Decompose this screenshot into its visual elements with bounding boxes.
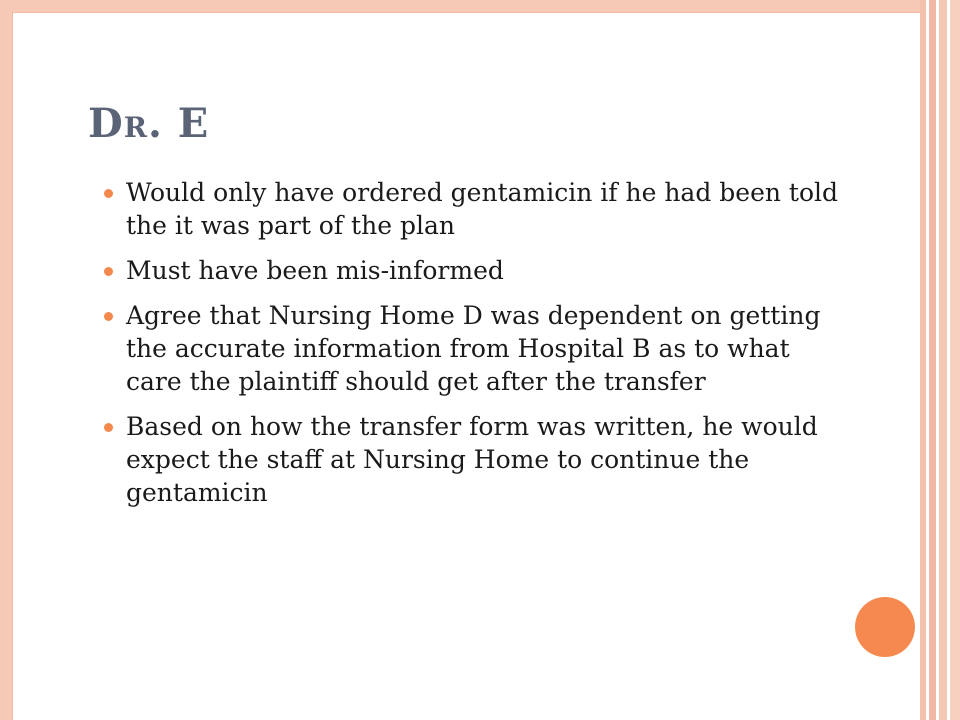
bullet-item xyxy=(104,254,844,287)
bullet-dot-icon xyxy=(104,423,113,432)
bullet-list xyxy=(104,176,844,521)
bullet-text: Based on how the transfer form was written, he would expect the staff at Nursing Home to continue the gentamicin xyxy=(126,412,818,507)
slide-title: Dr. E xyxy=(88,100,210,147)
bullet-dot-icon xyxy=(104,312,113,321)
bullet-dot-icon xyxy=(104,267,113,276)
frame-top-border xyxy=(0,0,960,12)
bullet-text: Agree that Nursing Home D was dependent on getting the accurate information from Hospital B as to what care the plaintiff should get after the transfer xyxy=(126,301,821,396)
decorative-stripes xyxy=(920,0,960,720)
bullet-item xyxy=(104,410,844,509)
bullet-item xyxy=(104,176,844,242)
accent-circle xyxy=(855,597,915,657)
bullet-text: Must have been mis-informed xyxy=(126,256,504,285)
frame-left-border xyxy=(0,0,12,720)
bullet-dot-icon xyxy=(104,189,113,198)
bullet-text: Would only have ordered gentamicin if he had been told the it was part of the plan xyxy=(126,178,839,240)
bullet-item xyxy=(104,299,844,398)
